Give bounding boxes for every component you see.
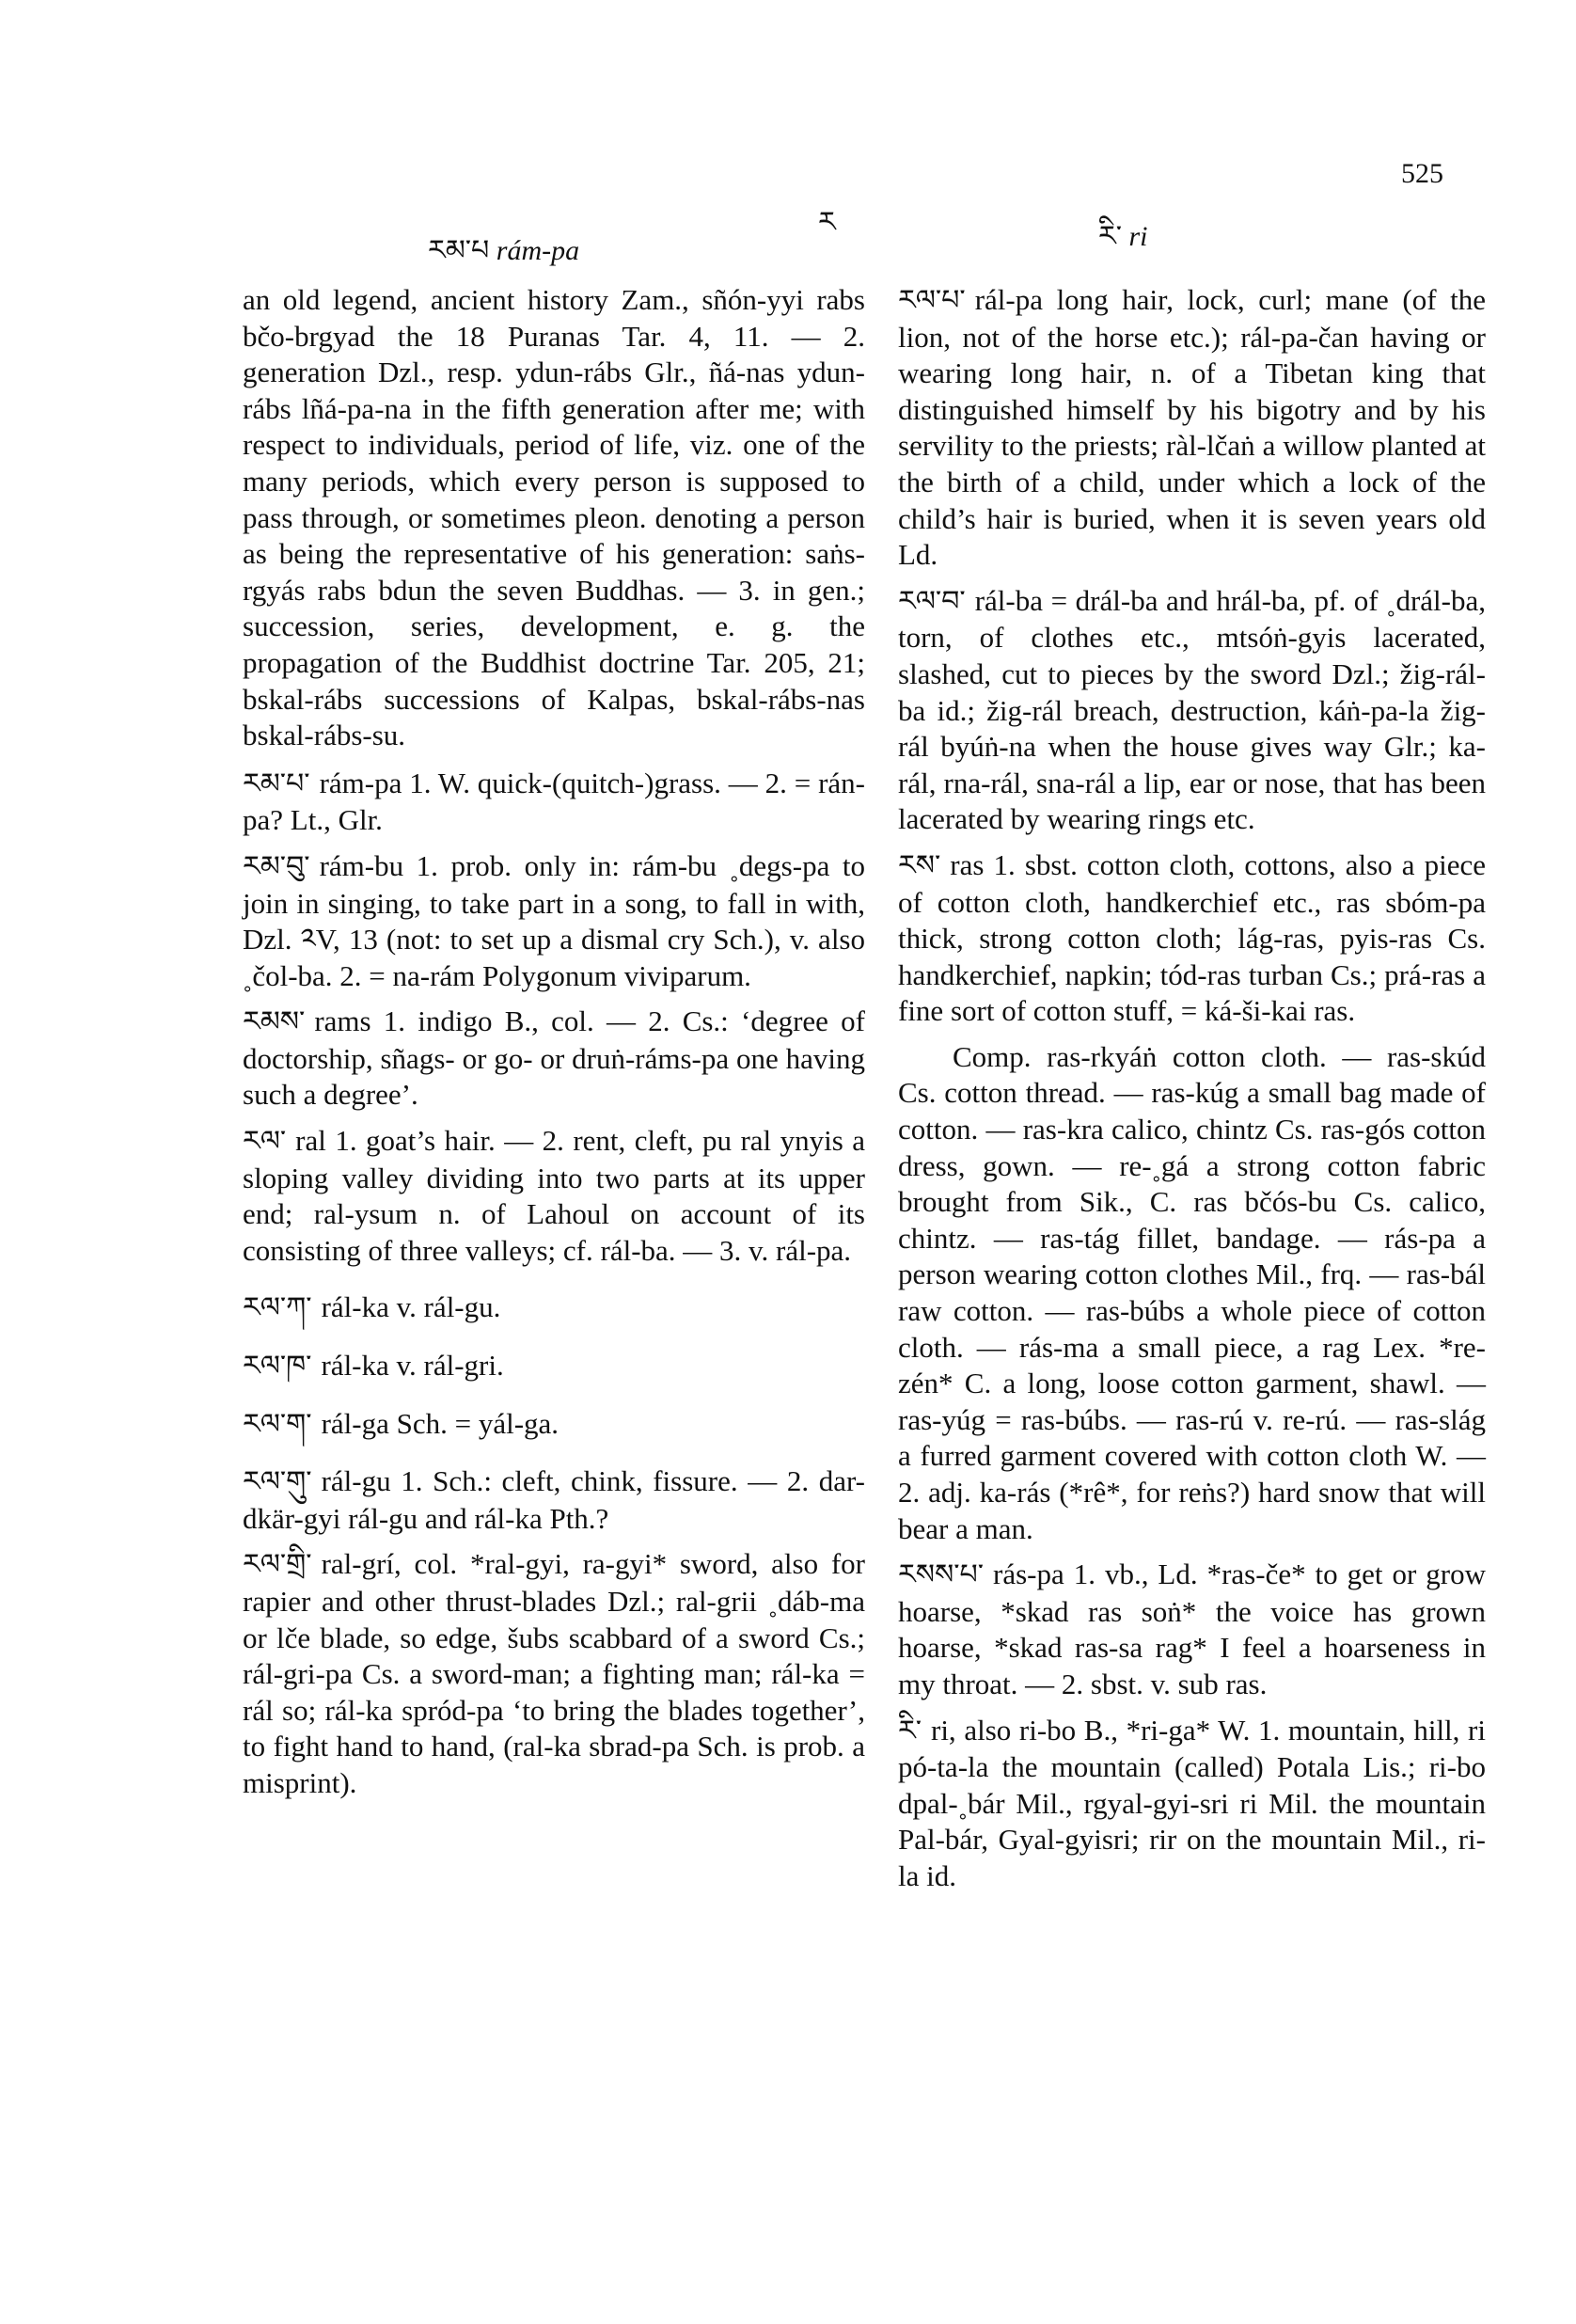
entry-text: ral-grí, col. *ral-gyi, ra-gyi* sword, also for rapier and other thrust-blades Dzl.; ral-grii ˳dáb-ma or lče blade, so edge, šubs scabbard of a sword Cs.; rál-gri-pa Cs. a sword-man; a fighting man; rál-ka = rál so; rál-ka spród-pa ‘to bring the blades together’, to fight hand to hand, (ral-ka sbrad-pa Sch. is prob. a misprint). [243, 1547, 865, 1799]
entry-text: rál-pa long hair, lock, curl; mane (of the lion, not of the horse etc.); rál-pa-čan having or wearing long hair, n. of a Tibetan king that distinguished himself by his bigotry and by his servility to the priests; ràl-lčaṅ a willow planted at the birth of a child, under which a lock of the child’s hair is buried, when it is seven years old Ld. [898, 283, 1486, 572]
entry-headword: རལ་ག་ [243, 1407, 312, 1441]
entry-headword: རམ་བུ་ [243, 849, 310, 883]
header-left-tibetan: རམ་པ [428, 234, 490, 267]
entry-text: ri, also ri-bo B., *ri-ga* W. 1. mountain, hill, ri pó-ta-la the mountain (called) Potala Lis.; ri-bo dpal-˳bár Mil., rgyal-gyi-sri ri Mil. the mountain Pal-bár, Gyal-gyisri; rir on the mountain Mil., ri-la id. [898, 1713, 1486, 1892]
entry-text: ras 1. sbst. cotton cloth, cottons, also a piece of cotton cloth, handkerchief etc., ras sbóm-pa thick, strong cotton cloth; lág-ras, pyis-ras Cs. handkerchief, napkin; tód-ras turban Cs.; prá-ras a fine sort of cotton stuff, = ká-ši-kai ras. [898, 847, 1486, 1028]
entry-continuation [243, 282, 865, 754]
entry [243, 848, 865, 994]
entry [243, 1406, 865, 1444]
right-column [898, 282, 1486, 1905]
entry-text: rál-ga Sch. = yál-ga. [321, 1406, 559, 1440]
entry [243, 766, 865, 839]
entry [898, 1557, 1486, 1702]
entry-headword: རལ་གུ་ [243, 1465, 312, 1499]
entry-headword: རི་ [898, 1714, 922, 1747]
entry-headword: རལ་ཀ་ [243, 1291, 312, 1325]
entry [243, 1463, 865, 1537]
left-column [243, 282, 865, 1811]
header-center [818, 191, 836, 270]
entry-headword: རལ་པ་ [898, 284, 966, 317]
entry-text: rál-ka v. rál-gu. [321, 1290, 501, 1324]
header-center-tibetan: ར [818, 206, 836, 239]
page-number: 525 [1401, 158, 1443, 189]
entry-text: rám-bu 1. prob. only in: rám-bu ˳degs-pa to join in singing, to take part in a song, to fall in with, Dzl. ༢V, 13 (not: to set up a dismal cry Sch.), v. also ˳čol-ba. 2. = na-rám Polygonum viviparum. [243, 848, 865, 992]
header-right-tibetan: རི་ [1098, 220, 1122, 253]
entry-text: rás-pa 1. vb., Ld. *ras-če* to get or grow hoarse, *skad ras soṅ* the voice has grown hoarse, *skad ras-sa rag* I feel a hoarseness in my throat. — 2. sbst. v. sub ras. [898, 1557, 1486, 1700]
header-right [1098, 205, 1148, 284]
entry [243, 1123, 865, 1269]
entry-text: an old legend, ancient history Zam., sñón-yyi rabs bčo-brgyad the 18 Puranas Tar. 4, 11. — 2. generation Dzl., resp. ydun-rábs Glr., ñá-nas ydun-rábs lñá-pa-na in the fifth generation after me; with respect to individuals, period of life, viz. one of the many periods, which every person is supposed to pass through, or sometimes pleon. denoting a person as being the representative of his generation: saṅs-rgyás rabs bdun the seven Buddhas. — 3. in gen.; succession, series, development, e. g. the propagation of the Buddhist doctrine Tar. 205, 21; bskal-rábs successions of Kalpas, bskal-rábs-nas bskal-rábs-su. [243, 283, 865, 752]
entry [243, 1004, 865, 1114]
entry-headword: རས་ [898, 848, 941, 882]
entry [898, 1713, 1486, 1895]
entry-headword: རལ་བ་ [898, 584, 966, 618]
entry-text: rams 1. indigo B., col. — 2. Cs.: ‘degree of doctorship, sñags- or go- or druṅ-ráms-pa one having such a degree’. [243, 1004, 865, 1112]
header-left-roman: rám-pa [496, 235, 580, 266]
entry-text: rál-ba = drál-ba and hrál-ba, pf. of ˳drál-ba, torn, of clothes etc., mtsóṅ-gyis lacerated, slashed, cut to pieces by the sword Dzl.; žig-rál-ba id.; žig-rál breach, destruction, káṅ-pa-la žig-rál byúṅ-na when the house gives way Glr.; ka-rál, rna-rál, sna-rál a lip, ear or nose, that has been lacerated by wearing rings etc. [898, 583, 1486, 836]
entry-text: ral 1. goat’s hair. — 2. rent, cleft, pu ral ynyis a sloping valley dividing into two parts at its upper end; ral-ysum n. of Lahoul on account of its consisting of three valleys; cf. rál-ba. — 3. v. rál-pa. [243, 1124, 865, 1267]
entry-headword: རསས་པ་ [898, 1558, 985, 1592]
entry [898, 282, 1486, 574]
entry [898, 847, 1486, 1030]
entry-headword: རལ་གྲི་ [243, 1548, 312, 1582]
entry-text: rám-pa 1. W. quick-(quitch-)grass. — 2. = rán-pa? Lt., Glr. [243, 766, 865, 837]
entry-text: Comp. ras-rkyáṅ cotton cloth. — ras-skúd Cs. cotton thread. — ras-kúg a small bag made of cotton. — ras-kra calico, chintz Cs. ras-gós cotton dress, gown. — re-˳gá a strong cotton fabric brought from Sik., C. ras bčós-bu Cs. calico, chintz. — ras-tág fillet, bandage. — rás-pa a person wearing cotton clothes Mil., frq. — ras-bál raw cotton. — ras-búbs a whole piece of cotton cloth. — rás-ma a small piece, a rag Lex. *re-zén* C. a long, loose cotton garment, shawl. — ras-yúg = ras-búbs. — ras-rú v. re-rú. — ras-slág a furred garment covered with cotton cloth W. — 2. adj. ka-rás (*rê*, for reṅs?) hard snow that will bear a man. [898, 1039, 1486, 1545]
entry-headword: རམས་ [243, 1005, 306, 1039]
entry-compounds [898, 1039, 1486, 1547]
entry-headword: རལ་ [243, 1125, 287, 1159]
header-right-roman: ri [1128, 221, 1148, 252]
entry-headword: རལ་ཁ་ [243, 1350, 312, 1383]
entry [243, 1348, 865, 1385]
entry-headword: རམ་པ་ [243, 767, 310, 800]
entry [243, 1289, 865, 1327]
entry [243, 1546, 865, 1801]
entry-text: rál-ka v. rál-gri. [321, 1349, 504, 1383]
entry-text: rál-gu 1. Sch.: cleft, chink, fissure. — 2. dar-dkär-gyi rál-gu and rál-ka Pth.? [243, 1464, 865, 1535]
entry [898, 583, 1486, 838]
